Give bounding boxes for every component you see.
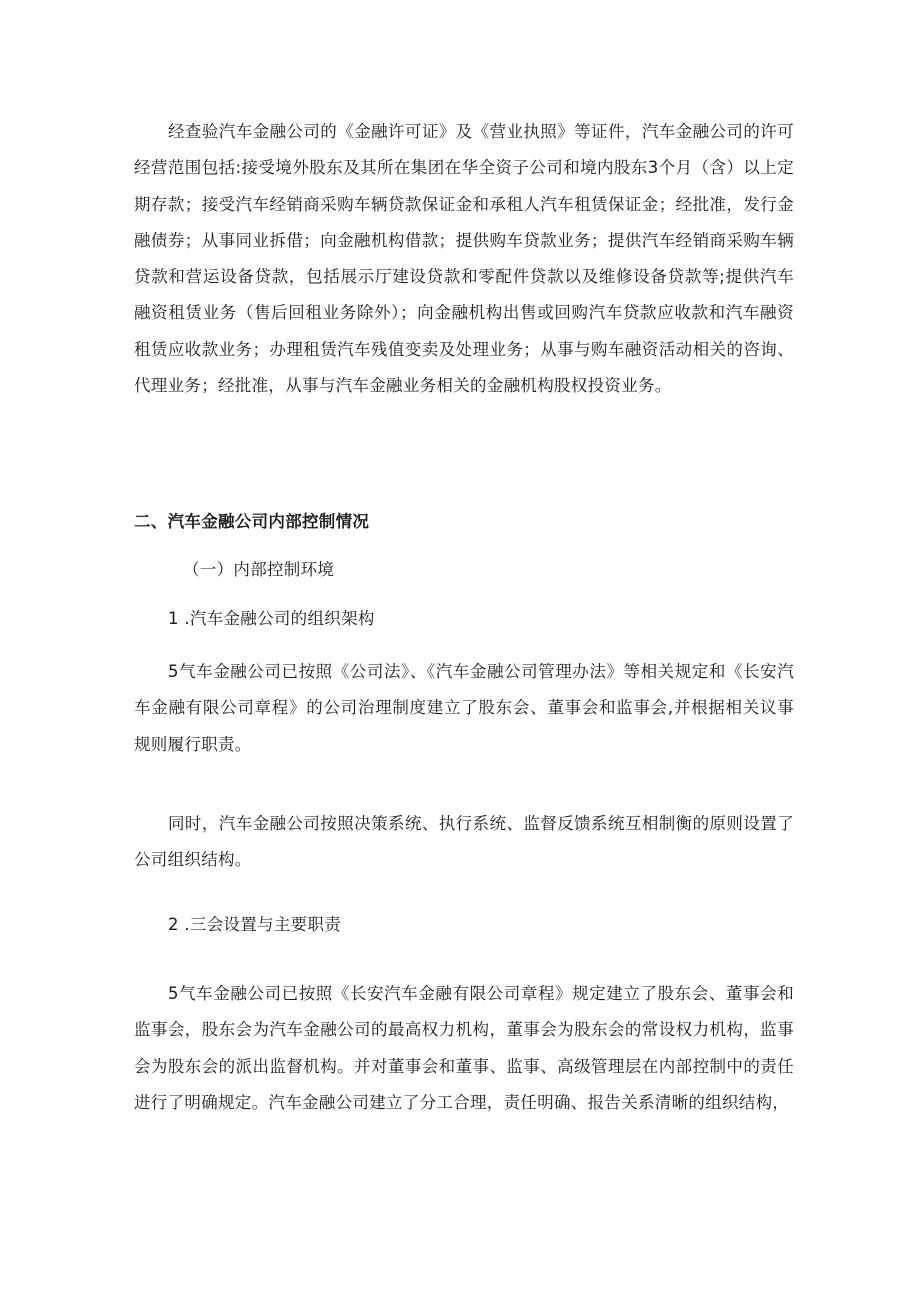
paragraph-org-structure: 同时，汽车金融公司按照决策系统、执行系统、监督反馈系统互相制衡的原则设置了公司组织结构。	[134, 814, 794, 870]
item-2-heading: 2 .三会设置与主要职责	[168, 915, 342, 934]
item-1-heading: 1 .汽车金融公司的组织架构	[168, 609, 375, 628]
paragraph-business-scope: 经查验汽车金融公司的《金融许可证》及《营业执照》等证件，汽车金融公司的许可经营范围包括:接受境外股东及其所在集团在华全资子公司和境内股东3个月（含）以上定期存款；接受汽车经销商采购车辆贷款保证金和承租人汽车租赁保证金；经批准，发行金融债券；从事同业拆借；向金融机构借款；提供购车贷款业务；提供汽车经销商采购车辆贷款和营运设备贷款，包括展示厅建设贷款和零配件贷款以及维修设备贷款等;提供汽车融资租赁业务（售后回租业务除外）；向金融机构出售或回购汽车贷款应收款和汽车融资租赁应收款业务；办理租赁汽车残值变卖及处理业务；从事与购车融资活动相关的咨询、代理业务；经批准，从事与汽车金融业务相关的金融机构股权投资业务。	[134, 122, 794, 396]
paragraph-governance: 5气车金融公司已按照《公司法》、《汽车金融公司管理办法》等相关规定和《长安汽车金融有限公司章程》的公司治理制度建立了股东会、董事会和监事会,并根据相关议事规则履行职责。	[134, 662, 794, 754]
section-heading: 二、汽车金融公司内部控制情况	[134, 512, 370, 531]
paragraph-three-boards: 5气车金融公司已按照《长安汽车金融有限公司章程》规定建立了股东会、董事会和监事会，股东会为汽车金融公司的最高权力机构，董事会为股东会的常设权力机构，监事会为股东会的派出监督机构。并对董事会和董事、监事、高级管理层在内部控制中的责任进行了明确规定。汽车金融公司建立了分工合理，责任明确、报告关系清晰的组织结构，	[134, 984, 794, 1112]
subsection-heading: （一）内部控制环境	[183, 560, 335, 579]
